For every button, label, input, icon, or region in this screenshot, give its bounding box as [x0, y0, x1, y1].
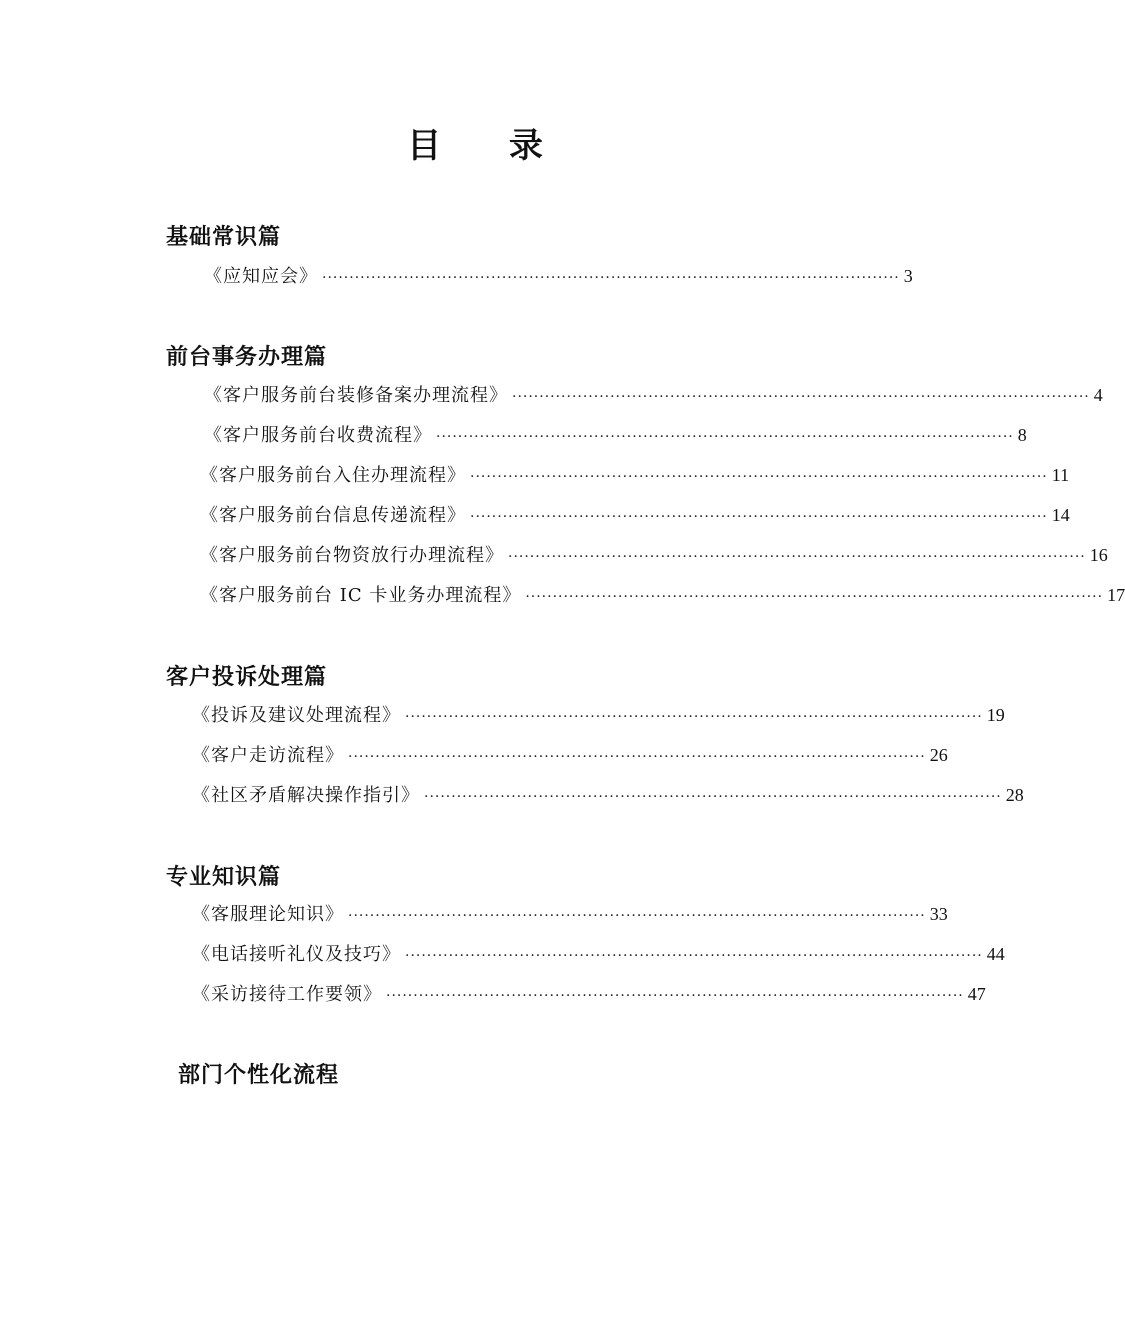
- toc-leader-dots: ··········································································································: [405, 709, 983, 725]
- toc-entry-label: 《客户服务前台 IC 卡业务办理流程》: [200, 585, 522, 606]
- toc-entry[interactable]: [192, 940, 1005, 968]
- toc-entry[interactable]: [192, 741, 948, 769]
- toc-leader-dots: ··········································································································: [470, 509, 1048, 525]
- toc-entry-page: 16: [1089, 545, 1108, 565]
- toc-entry[interactable]: [200, 541, 1108, 569]
- toc-entry[interactable]: [192, 781, 1024, 809]
- toc-entry-page: 26: [929, 745, 948, 765]
- toc-entry-label: 《投诉及建议处理流程》: [192, 705, 401, 726]
- toc-entry-page: 33: [929, 904, 948, 924]
- toc-entry-label: 《采访接待工作要领》: [192, 984, 382, 1005]
- section-title: 专业知识篇: [166, 864, 282, 890]
- section-title: 前台事务办理篇: [166, 344, 328, 370]
- toc-entry-page: 28: [1005, 785, 1024, 805]
- toc-leader-dots: ··········································································································: [525, 589, 1104, 605]
- section-title: 客户投诉处理篇: [166, 664, 328, 690]
- toc-entry-page: 17: [1107, 585, 1125, 605]
- toc-entry-page: 14: [1051, 505, 1070, 525]
- toc-entry[interactable]: [192, 980, 986, 1008]
- toc-entry[interactable]: [200, 461, 1070, 489]
- toc-leader-dots: ··········································································································: [348, 749, 926, 765]
- toc-entry-label: 《客户服务前台收费流程》: [204, 425, 432, 446]
- toc-leader-dots: ··········································································································: [348, 908, 926, 924]
- toc-entry-label: 《客服理论知识》: [192, 904, 344, 925]
- toc-entry-label: 《应知应会》: [204, 266, 318, 287]
- toc-entry-label: 《客户服务前台物资放行办理流程》: [200, 545, 504, 566]
- toc-entry-label: 《客户走访流程》: [192, 745, 344, 766]
- toc-entry[interactable]: [200, 581, 1125, 609]
- toc-entry-page: 47: [967, 984, 986, 1004]
- toc-entry[interactable]: [204, 381, 1103, 409]
- toc-entry-page: 4: [1093, 385, 1103, 405]
- toc-leader-dots: ··········································································································: [322, 270, 900, 286]
- toc-leader-dots: ··········································································································: [405, 948, 983, 964]
- toc-entry[interactable]: [200, 501, 1070, 529]
- toc-entry-page: 8: [1017, 425, 1027, 445]
- section-title: 基础常识篇: [166, 224, 282, 250]
- toc-entry-label: 《客户服务前台装修备案办理流程》: [204, 385, 508, 406]
- toc-leader-dots: ··········································································································: [512, 389, 1090, 405]
- toc-entry-label: 《客户服务前台入住办理流程》: [200, 465, 466, 486]
- toc-entry-page: 3: [903, 266, 913, 286]
- page-title: 目 录: [407, 126, 571, 166]
- section-title: 部门个性化流程: [178, 1062, 340, 1088]
- toc-entry-label: 《电话接听礼仪及技巧》: [192, 944, 401, 965]
- toc-entry-page: 11: [1051, 465, 1070, 485]
- toc-leader-dots: ··········································································································: [470, 469, 1048, 485]
- toc-entry-label: 《社区矛盾解决操作指引》: [192, 785, 420, 806]
- toc-entry[interactable]: [204, 421, 1027, 449]
- toc-entry[interactable]: [192, 701, 1005, 729]
- toc-entry[interactable]: [204, 262, 913, 290]
- toc-entry-label: 《客户服务前台信息传递流程》: [200, 505, 466, 526]
- toc-leader-dots: ··········································································································: [436, 429, 1014, 445]
- toc-entry[interactable]: [192, 900, 948, 928]
- toc-entry-page: 44: [986, 944, 1005, 964]
- toc-entry-page: 19: [986, 705, 1005, 725]
- toc-leader-dots: ··········································································································: [424, 789, 1002, 805]
- toc-leader-dots: ··········································································································: [508, 549, 1086, 565]
- toc-leader-dots: ··········································································································: [386, 988, 964, 1004]
